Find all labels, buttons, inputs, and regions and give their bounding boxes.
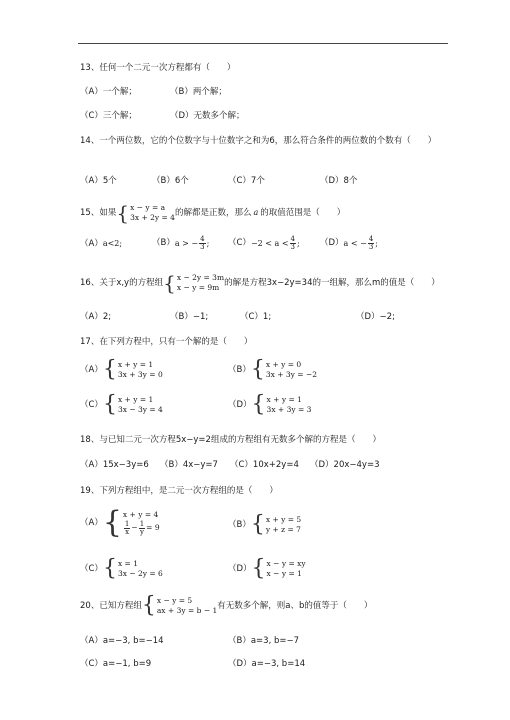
q17-option-b-label: （B） (228, 364, 251, 375)
q19-option-b-line-1: x + y = 5 (265, 514, 302, 524)
q15-stem (80, 201, 346, 226)
q16-system-line-1: x − 2y = 3m (176, 273, 225, 282)
q20-stem (80, 595, 372, 617)
q17-stem: 17、在下列方程中，只有一个解的是（ ） (80, 337, 253, 347)
q13-stem: 13、任何一个二元一次方程都有（ ） (80, 63, 236, 73)
q20-option-a: （A）a=−3, b=−14 (80, 636, 164, 646)
q15-system-line-2: 3x + 2y = 4 (130, 213, 175, 223)
q19-option-a: （A） { x + y = 4 $\frac{1}{x}$ − $\frac{1}{y}$ = 9 (80, 505, 160, 540)
q13-option-c: （C）三个解； (80, 111, 137, 121)
q16-option-b: （B）−1; (170, 312, 209, 322)
q17-option-b-line-2: 3x + 3y = −2 (265, 370, 318, 379)
q15-option-d-label: （D） (320, 238, 344, 249)
q20-option-d: （D）a=−3, b=14 (228, 659, 306, 669)
q13-option-d: （D）无数多个解； (170, 111, 245, 121)
q14-stem: 14、一个两位数，它的个位数字与十位数字之和为6，那么符合条件的两位数的个数有（ ） (80, 136, 437, 146)
q13-option-a: （A）一个解； (80, 87, 137, 97)
q15-var: a (253, 208, 259, 218)
q14-option-d: （D）8个 (320, 176, 358, 186)
q19-option-c-label: （C） (80, 563, 103, 574)
q15-option-c-pre: −2 < a < (250, 238, 289, 248)
q17-option-b: （B） { x + y = 0 3x + 3y = −2 (228, 357, 318, 382)
q17-option-d-label: （D） (228, 399, 252, 410)
q16-stem-pre: 16、关于x,y的方程组 (80, 277, 164, 288)
q19-option-d-line-2: x − y = 1 (266, 569, 302, 578)
q18-option-a: （A）15x−3y=6 (80, 460, 149, 470)
q16-system: { x − 2y = 3m x − y = 9m (163, 271, 225, 296)
q19-option-d-line-1: x − y = xy (266, 558, 306, 568)
q17-option-d: （D） { x + y = 1 3x + 3y = 3 (228, 392, 312, 417)
q17-option-c-line-1: x + y = 1 (117, 394, 154, 404)
q15-option-d: （D） a < − $\frac{4}{3}$ ; (320, 235, 378, 251)
q17-option-a-line-1: x + y = 1 (117, 359, 154, 369)
q15-option-c-fraction: $\frac{4}{3}$ (290, 235, 296, 251)
q15-option-a-label: （A） (80, 239, 103, 249)
q17-option-d-line-2: 3x + 3y = 3 (266, 405, 312, 414)
q19-stem: 19、下列方程组中，是二元一次方程组的是（ ） (80, 486, 278, 496)
q19-option-d-label: （D） (228, 563, 252, 574)
q16-option-c: （C）1; (240, 312, 272, 322)
q19-option-d: （D） { x − y = xy x − y = 1 (228, 556, 306, 581)
q16-option-d: （D）−2; (356, 312, 395, 322)
q17-option-c: （C） { x + y = 1 3x − 3y = 4 (80, 392, 163, 417)
q19-option-b: （B） { x + y = 5 y + z = 7 (228, 512, 302, 537)
q20-stem-post: 有无数多个解，则a、b的值等于（ ） (217, 600, 373, 611)
q20-system-line-1: x − y = 5 (156, 595, 193, 605)
q16-system-line-2: x − y = 9m (176, 283, 220, 293)
q15-stem-post2: 的取值范围是（ ） (260, 207, 346, 218)
q14-option-a: （A）5个 (80, 176, 117, 186)
q20-option-b: （B）a=3, b=−7 (228, 636, 300, 646)
q15-option-b-fraction: $\frac{4}{3}$ (200, 235, 205, 251)
q20-stem-pre: 20、已知方程组 (80, 600, 142, 611)
q19-option-c: （C） { x = 1 3x − 2y = 6 (80, 556, 163, 581)
q15-option-b: （B） a > − $\frac{4}{3}$ ; (152, 235, 210, 251)
q15-option-c-label: （C） (228, 238, 251, 249)
q15-option-a (80, 240, 122, 249)
q14-option-b: （B）6个 (152, 176, 189, 186)
q16-option-a: （A）2; (80, 312, 112, 322)
q15-option-b-label: （B） (152, 238, 175, 249)
q18-option-b: （B）4x−y=7 (160, 460, 218, 470)
q17-option-b-line-1: x + y = 0 (265, 359, 302, 369)
q16-stem (80, 271, 440, 296)
q17-option-a-label: （A） (80, 364, 103, 375)
q20-system-line-2: ax + 3y = b − 1 (156, 606, 218, 615)
header-rule (78, 43, 448, 44)
q15-option-a-value: a<2; (102, 239, 123, 249)
q19-option-b-label: （B） (228, 519, 251, 530)
q15-option-c: （C） −2 < a < $\frac{4}{3}$ ; (228, 235, 300, 251)
q13-option-b: （B）两个解； (170, 87, 227, 97)
q17-option-a: （A） { x + y = 1 3x + 3y = 0 (80, 357, 163, 382)
q19-option-c-line-2: 3x − 2y = 6 (117, 569, 163, 578)
q20-option-c: （C）a=−1, b=9 (80, 659, 152, 669)
q17-option-c-line-2: 3x − 3y = 4 (117, 405, 163, 414)
q15-stem-pre: 15、如果 (80, 207, 117, 218)
q15-system-line-1: x − y = a (130, 203, 166, 212)
q19-option-b-line-2: y + z = 7 (265, 525, 301, 534)
q19-option-c-line-1: x = 1 (117, 558, 138, 568)
q19-option-a-label: （A） (80, 517, 103, 528)
q19-option-a-line-2: $\frac{1}{x}$ − $\frac{1}{y}$ = 9 (124, 519, 160, 536)
q18-stem: 18、与已知二元一次方程5x−y=2组成的方程组有无数多个解的方程是（ ） (80, 435, 381, 445)
q14-option-c: （C）7个 (228, 176, 265, 186)
q17-option-a-line-2: 3x + 3y = 0 (117, 370, 163, 379)
q18-option-c: （C）10x+2y=4 (230, 460, 299, 470)
q19-option-a-line-1: x + y = 4 (122, 510, 159, 520)
q17-option-c-label: （C） (80, 399, 103, 410)
q20-system: { x − y = 5 ax + 3y = b − 1 (141, 593, 218, 618)
q16-stem-post: 的解是方程3x−2y=34的一组解，那么m的值是（ ） (224, 277, 440, 288)
q17-option-d-line-1: x + y = 1 (266, 394, 302, 404)
q15-option-d-fraction: $\frac{4}{3}$ (368, 235, 374, 251)
q15-option-b-pre: a > − (174, 238, 199, 248)
q18-option-d: （D）20x−4y=3 (310, 460, 380, 470)
q15-option-d-pre: a < − (343, 238, 367, 248)
q15-stem-post: 的解都是正数，那么 (174, 207, 252, 218)
q15-system: { x − y = a 3x + 2y = 4 (116, 201, 175, 226)
